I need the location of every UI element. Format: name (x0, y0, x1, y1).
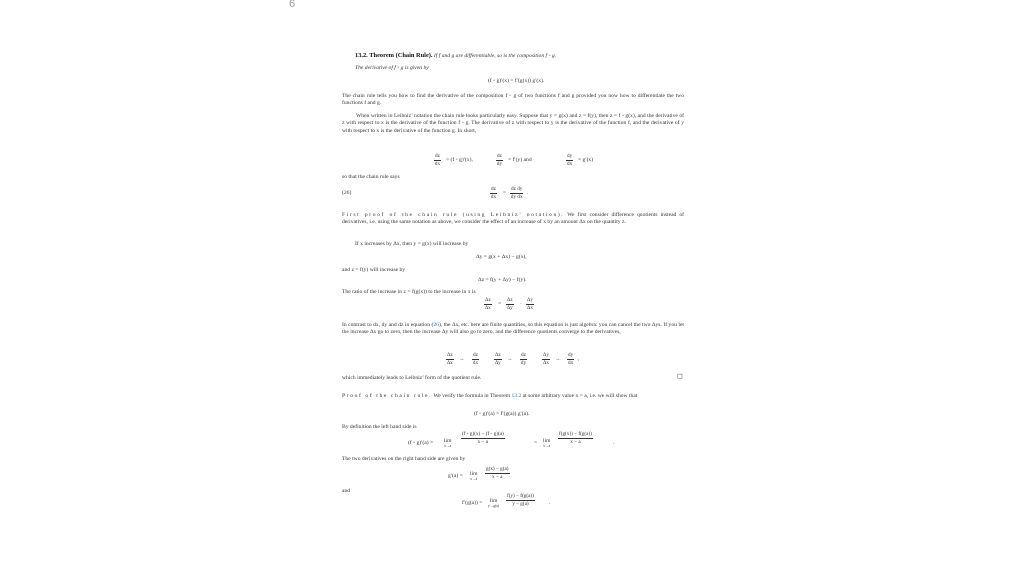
two-derivatives-text: The two derivatives on the right hand side are given by (342, 456, 466, 462)
first-proof-body: We first consider difference quotients instead of derivatives, i.e. using the same notation as above, we consider the effect of an increase of x by an amount Δx on the quantity z. (342, 212, 684, 226)
eq26-equals: = (503, 190, 507, 196)
theorem-13-2-link[interactable]: 13.2 (511, 393, 522, 399)
ratio-equals: = (498, 301, 502, 307)
which-leads-text: which immediately leads to Leibniz’ form of the quotient rule. (342, 375, 482, 381)
g-prime-lhs: g′(a) = (448, 473, 463, 479)
f-period: . (549, 500, 551, 506)
f-prime-lhs: f′(g(a)) = (462, 500, 483, 506)
fraction-ratio-middle: $\frac{\Delta z}{\Delta y}$ (506, 297, 513, 311)
fraction-dz-dy: $\frac{dz}{dy}$ (496, 153, 503, 167)
contrast-paragraph: In contrast to dx, dy and dz in equation (26), the Δx, etc. here are finite quantities, so this equation is just algebra: you can cancel the two Δys. If you let the increase Δx go to zero, then the increase Δy will also go to zero, and the difference quotients converge to the derivatives, (342, 322, 684, 336)
limit-g: lim x→a (470, 471, 478, 482)
fraction-26-left: $\frac{dz}{dx}$ (490, 186, 497, 200)
theorem-title: 13.2. Theorem (Chain Rule). (355, 52, 433, 59)
theorem-statement-2: The derivative of f ◦ g is given by (355, 65, 429, 71)
fraction-conv-e: $\frac{\Delta y}{\Delta x}$ (543, 352, 549, 366)
ratio-dot: · (520, 301, 522, 307)
paragraph-leibniz: When written in Leibniz’ notation the chain rule looks particularly easy. Suppose that y = g(x) and z = f(y), then z = f ◦ g(x), and the derivative of z with respect to x is the derivative of the function f ◦ g. The derivative of z with respect to y is the derivative of the function f, and the derivative of y with respect to x is the derivative of the function g. In short, (342, 113, 684, 134)
fraction-def-1: $\frac{(f ◦ g)(x) - (f ◦ g)(a)}{x - a}$ (462, 431, 504, 445)
eq-short-rhs-3: = g′(x) (578, 157, 594, 163)
fraction-dy-dx: $\frac{dy}{dx}$ (567, 153, 573, 167)
first-proof-paragraph (342, 212, 684, 227)
def-equals: = (534, 440, 538, 446)
conv-arrow-1: → (459, 356, 465, 362)
fraction-def-2: $\frac{f(g(x)) - f(g(a))}{x - a}$ (559, 431, 592, 445)
fraction-f: $\frac{f(y) - f(g(a))}{y - g(a)}$ (507, 493, 534, 507)
delta-z-equation: Δz = f(y + Δy) − f(y). (478, 277, 527, 283)
increase-text: If x increases by Δx, then y = g(x) will increase by (355, 241, 469, 247)
limit-def: lim x→a (444, 438, 452, 449)
fraction-ratio-right: $\frac{\Delta y}{\Delta x}$ (527, 297, 533, 311)
so-that-text: so that the chain rule says (342, 174, 400, 180)
theorem-statement: If f and g are differentiable, so is the composition f ◦ g. (432, 53, 557, 59)
fraction-dz-dx: $\frac{dz}{dx}$ (434, 153, 441, 167)
eq-short-rhs-2: = f′(y) and (508, 157, 532, 163)
and-text: and (342, 488, 351, 494)
second-proof-paragraph: Proof of the chain rule. We verify the formula in Theorem 13.2 at some arbitrary value x = a, i.e. we will show that (342, 393, 638, 399)
limit-def-2: lim x→a (543, 438, 551, 449)
equation-at-a: (f ◦ g)′(a) = f′(g(a)) g′(a). (474, 411, 530, 417)
and-z-text: and z = f(y) will increase by (342, 267, 406, 273)
chain-rule-equation: (f ◦ g)′(x) = f′(g(x)) g′(x). (488, 78, 545, 84)
fraction-g: $\frac{g(x) - g(a)}{x - a}$ (486, 466, 509, 480)
conv-arrow-2: → (507, 356, 513, 362)
fraction-conv-d: $\frac{dz}{dy}$ (520, 352, 527, 366)
first-proof-title: First proof of the chain rule (using Leibniz’ notation). (342, 212, 565, 218)
fraction-26-right: $\frac{\text{dz dy}}{\text{dy dx}}$ (510, 186, 523, 200)
theorem-heading (355, 53, 556, 59)
fraction-conv-a: $\frac{\Delta z}{\Delta x}$ (446, 352, 453, 366)
paragraph-intro: The chain rule tells you how to find the derivative of the composition f ◦ g of two functions f and g provided you now how to differentiate the two functions f and g. (342, 93, 684, 107)
equation-26-link[interactable]: 26 (433, 322, 439, 328)
eq26-period: . (527, 190, 529, 196)
fraction-conv-f: $\frac{dy}{dx}$ (568, 352, 574, 366)
fraction-conv-c: $\frac{\Delta z}{\Delta y}$ (494, 352, 501, 366)
conv-comma: , (578, 356, 580, 362)
equation-number: (26) (342, 190, 352, 196)
delta-y-equation: Δy = g(x + Δx) − g(x), (476, 254, 527, 260)
page-number: 6 (289, 0, 296, 10)
def-period: . (613, 440, 615, 446)
limit-f: lim y→g(a) (488, 498, 500, 509)
qed-symbol: ◻ (677, 373, 683, 380)
fraction-ratio-left: $\frac{\Delta z}{\Delta x}$ (484, 297, 491, 311)
second-proof-title: Proof of the chain rule. (342, 393, 433, 399)
def-lhs: (f ◦ g)′(a) = (408, 440, 434, 446)
eq-short-rhs-1: = (f ◦ g)′(x), (446, 157, 473, 163)
conv-arrow-3: → (555, 356, 561, 362)
definition-text: By definition the left hand side is (342, 424, 417, 430)
ratio-text: The ratio of the increase in z = f(g(x)) to the increase in x is (342, 289, 476, 295)
fraction-conv-b: $\frac{dz}{dx}$ (472, 352, 479, 366)
